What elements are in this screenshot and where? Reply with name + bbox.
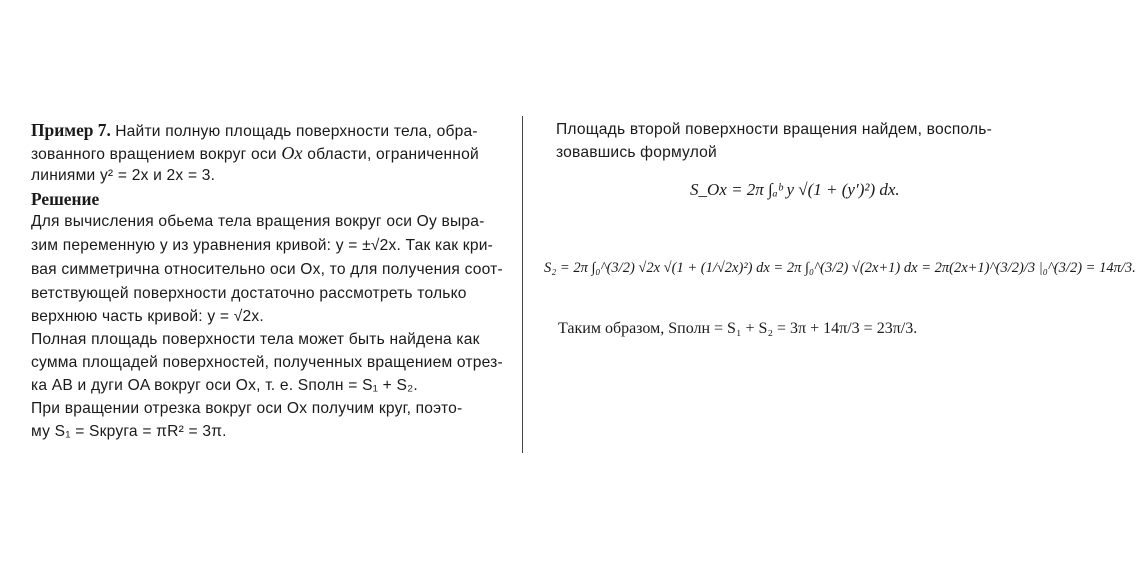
problem-line-1 [31,120,478,142]
p1-line-2: зим переменную y из уравнения кривой: y = ±√2x. Так как кри- [31,237,493,254]
p2-line-1: Полная площадь поверхности тела может быть найдена как [31,331,480,348]
p3-line-2: му S₁ = Sкруга = πR² = 3π. [31,423,227,440]
p2-line-2: сумма площадей поверхностей, полученных вращением отрез- [31,354,503,371]
problem-line-3: линиями y² = 2x и 2x = 3. [31,167,216,184]
right-line-2: зовавшись формулой [556,144,717,161]
problem-text-2c: области, ограниченной [302,146,479,163]
axis-ox: Ox [281,143,303,163]
example-title: Пример 7. [31,120,111,140]
p1-line-1: Для вычисления обьема тела вращения вокруг оси Oy выра- [31,213,485,230]
conclusion-formula: Таким образом, Sполн = S₁ + S₂ = 3π + 14π/3 = 23π/3. [558,320,918,337]
problem-text-2a: зованного вращением вокруг оси [31,146,282,163]
problem-line-2 [31,143,479,165]
p1-line-3: вая симметрична относительно оси Ox, то для получения соот- [31,261,503,278]
surface-formula: S_Ox = 2π ∫ₐᵇ y √(1 + (y′)²) dx. [690,180,900,199]
s2-computation: S₂ = 2π ∫₀^(3/2) √2x √(1 + (1/√2x)²) dx = 2π ∫₀^(3/2) √(2x+1) dx = 2π(2x+1)^(3/2)/3 |₀^(3/2) = 14π/3. [544,260,1136,276]
p2-line-3: ка AB и дуги OA вокруг оси Ox, т. е. Sполн = S₁ + S₂. [31,377,418,394]
right-line-1: Площадь второй поверхности вращения найдем, восполь- [556,121,993,138]
p3-line-1: При вращении отрезка вокруг оси Ox получим круг, поэто- [31,400,463,417]
problem-text-1: Найти полную площадь поверхности тела, обра- [115,123,478,140]
solution-heading: Решение [31,189,100,209]
p1-line-5: верхнюю часть кривой: y = √2x. [31,308,264,325]
column-divider [522,116,523,453]
p1-line-4: ветствующей поверхности достаточно рассмотреть только [31,285,467,302]
